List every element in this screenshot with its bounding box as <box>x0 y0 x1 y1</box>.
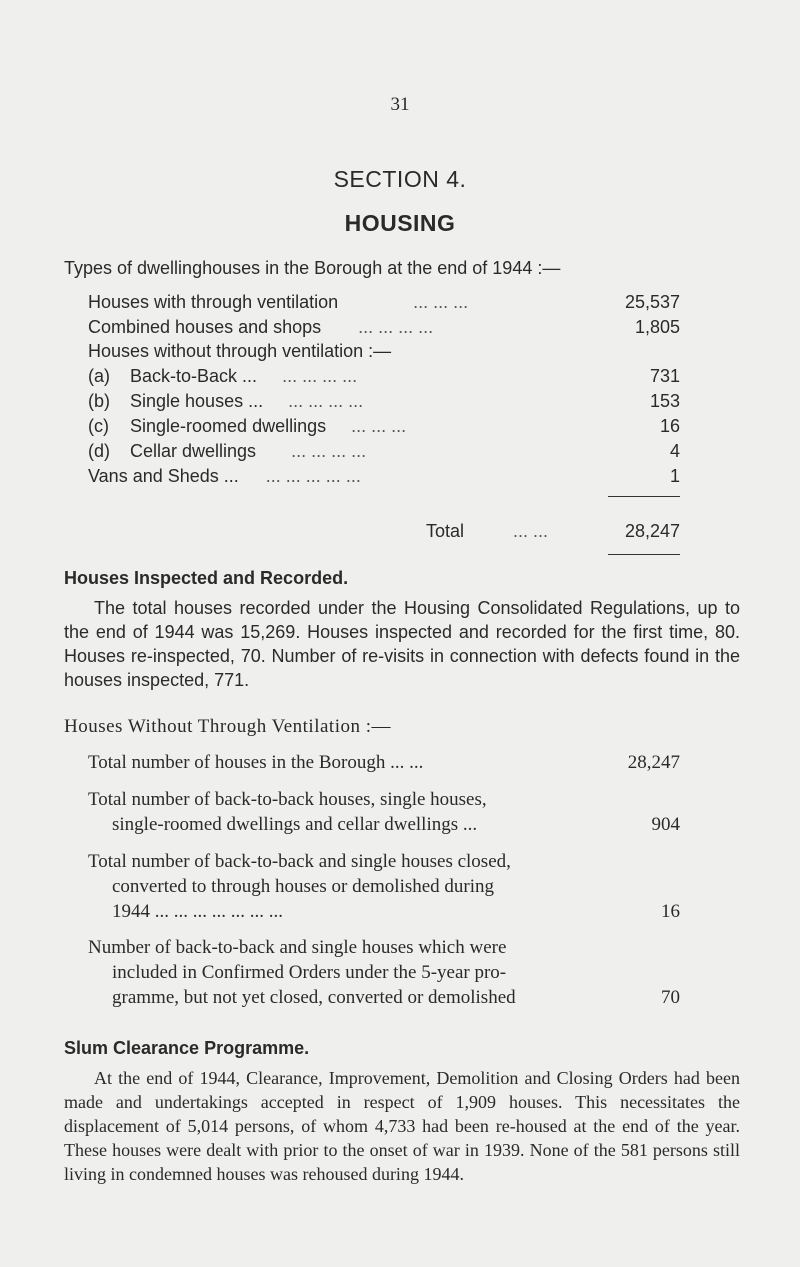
row-label: Houses with through ventilation <box>88 292 339 312</box>
row-marker: (a) <box>88 366 110 386</box>
row-marker: (c) <box>88 416 109 436</box>
item-text: Total number of houses in the Borough ... ... <box>88 752 424 773</box>
section-heading-without-ventilation: Houses Without Through Ventilation :— <box>64 716 392 737</box>
table-row <box>88 366 680 390</box>
row-label: Back-to-Back ... <box>130 366 258 386</box>
leader-dots: ... ... <box>513 521 549 541</box>
leader-dots: ... ... ... ... ... <box>265 466 361 486</box>
leader-dots: ... ... ... ... <box>288 391 364 411</box>
total-value: 28,247 <box>624 521 680 541</box>
section-heading-slum-clearance: Slum Clearance Programme. <box>64 1038 310 1058</box>
page-number: 31 <box>390 94 410 115</box>
item-value: 28,247 <box>627 752 680 773</box>
table-row <box>88 391 680 415</box>
total-row <box>88 521 680 545</box>
leader-dots: ... ... ... <box>413 292 469 312</box>
row-label: Houses without through ventilation :— <box>88 341 392 361</box>
intro-text: Types of dwellinghouses in the Borough at the end of 1944 :— <box>64 258 561 278</box>
row-value: 731 <box>649 366 680 386</box>
total-rule <box>608 554 680 555</box>
row-value: 4 <box>669 441 680 461</box>
list-item <box>88 750 680 775</box>
table-row <box>88 416 680 440</box>
row-label: Single houses ... <box>130 391 264 411</box>
leader-dots: ... ... ... <box>351 416 407 436</box>
row-value: 1,805 <box>634 317 680 337</box>
list-item <box>88 935 680 1010</box>
item-text: 1944 ... ... ... ... ... ... ... <box>112 901 283 922</box>
row-label: Vans and Sheds ... <box>88 466 239 486</box>
item-text: Total number of back-to-back houses, single houses, <box>88 789 487 810</box>
row-marker: (b) <box>88 391 110 411</box>
item-text: Total number of back-to-back and single houses closed, <box>88 851 511 872</box>
item-value: 70 <box>661 987 680 1008</box>
table-row <box>88 466 680 490</box>
row-marker: (d) <box>88 441 110 461</box>
item-text: gramme, but not yet closed, converted or demolished <box>112 987 516 1008</box>
table-row <box>88 292 680 316</box>
row-value: 16 <box>659 416 680 436</box>
item-text: single-roomed dwellings and cellar dwellings ... <box>112 814 478 835</box>
item-text: included in Confirmed Orders under the 5-year pro- <box>112 962 507 983</box>
item-value: 904 <box>651 814 680 835</box>
item-text: converted to through houses or demolished during <box>112 876 495 897</box>
row-label: Cellar dwellings <box>130 441 257 461</box>
paragraph-text: At the end of 1944, Clearance, Improvement, Demolition and Closing Orders had been made and undertakings accepted in respect of 1,909 houses. This necessitates the displacement of 5,014 persons, of whom 4,733 had been re-housed at the end of the year. These houses were dealt with prior to the onset of war in 1939. None of the 581 persons still living in condemned houses was rehoused during 1944. <box>64 1068 740 1184</box>
table-row <box>88 341 680 365</box>
leader-dots: ... ... ... ... <box>358 317 434 337</box>
leader-dots: ... ... ... ... <box>282 366 358 386</box>
subtotal-rule <box>608 496 680 497</box>
table-row <box>88 317 680 341</box>
list-item <box>88 849 680 924</box>
section-heading: SECTION 4. <box>333 166 467 192</box>
total-label: Total <box>426 521 465 541</box>
section-heading-inspected: Houses Inspected and Recorded. <box>64 568 349 588</box>
item-text: Number of back-to-back and single houses which were <box>88 937 507 958</box>
page-title: HOUSING <box>344 210 456 236</box>
row-value: 1 <box>669 466 680 486</box>
row-label: Combined houses and shops <box>88 317 322 337</box>
item-value: 16 <box>661 901 680 922</box>
leader-dots: ... ... ... ... <box>291 441 367 461</box>
paragraph-text: The total houses recorded under the Housing Consolidated Regulations, up to the end of 1944 was 15,269. Houses inspected and recorded for the first time, 80. Houses re-inspected, 70. Number of re-visits in connection with defects found in the houses inspected, 771. <box>64 598 740 690</box>
row-value: 25,537 <box>624 292 680 312</box>
row-value: 153 <box>649 391 680 411</box>
paragraph-inspected <box>64 596 740 692</box>
table-row <box>88 441 680 465</box>
list-item <box>88 787 680 837</box>
paragraph-slum-clearance <box>64 1066 740 1186</box>
row-label: Single-roomed dwellings <box>130 416 327 436</box>
